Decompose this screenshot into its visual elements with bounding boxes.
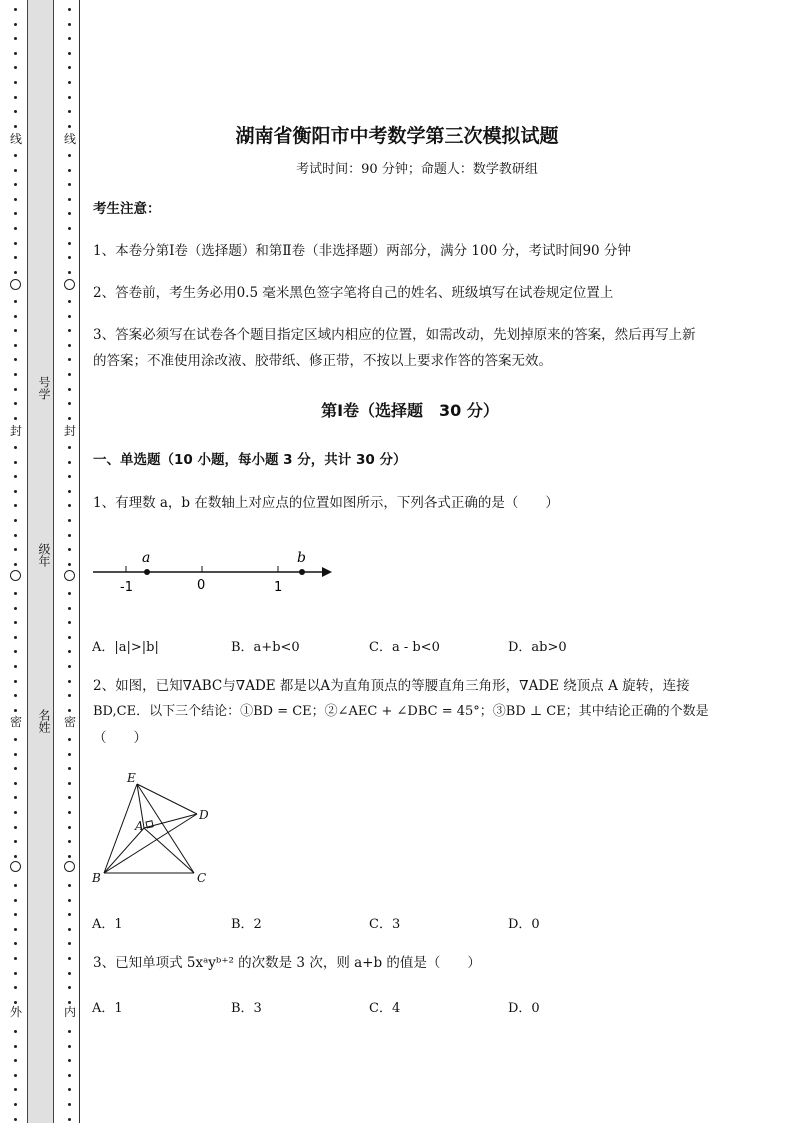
question-2-line-2: BD,CE．以下三个结论：①BD = CE；②∠AEC + ∠DBC = 45°；③BD ⊥ CE；其中结论正确的个数是 (93, 704, 709, 719)
inner-label-line: 线 (63, 132, 76, 146)
gutter-dot (14, 242, 17, 245)
gutter-dot (14, 52, 17, 55)
inner-label-seal: 封 (63, 424, 76, 438)
tick-label-zero: 0 (197, 578, 206, 593)
gutter-dot (68, 183, 71, 186)
gutter-dot (68, 563, 71, 566)
gutter-dot (68, 490, 71, 493)
q3-option-b: B．3 (231, 1001, 262, 1016)
q2-option-c: C．3 (369, 917, 401, 932)
gutter-dot (14, 446, 17, 449)
gutter-dot (68, 96, 71, 99)
gutter-dot (14, 650, 17, 653)
point-b (299, 569, 305, 575)
gutter-dot (68, 1088, 71, 1091)
gutter-dot (68, 811, 71, 814)
outer-circle-1 (10, 279, 21, 290)
inner-circle-2 (64, 570, 75, 581)
gutter-dot (68, 1045, 71, 1048)
gutter-dot (14, 461, 17, 464)
gutter-dot (14, 344, 17, 347)
gutter-dot (14, 738, 17, 741)
gutter-dot (14, 37, 17, 40)
question-3-stem: 3、已知单项式 5xᵃyᵇ⁺² 的次数是 3 次，则 a+b 的值是（ ） (93, 955, 481, 971)
inner-circle-1 (64, 279, 75, 290)
gutter-dot (14, 753, 17, 756)
gutter-dot (68, 373, 71, 376)
gutter-dot (14, 198, 17, 201)
q3-option-c: C．4 (369, 1001, 401, 1016)
gutter-dot (68, 899, 71, 902)
question-1-stem: 1、有理数 a，b 在数轴上对应点的位置如图所示，下列各式正确的是（ ） (93, 495, 559, 511)
gutter-dot (68, 256, 71, 259)
name-label: 名姓 (37, 709, 51, 733)
gutter-dot (14, 592, 17, 595)
q2-option-a: A．1 (92, 917, 123, 932)
gutter-dot (68, 1074, 71, 1077)
notice-item-3-line-2: 的答案；不准使用涂改液、胶带纸、修正带，不按以上要求作答的答案无效。 (93, 353, 552, 369)
gutter-dot (14, 899, 17, 902)
gutter-dot (14, 183, 17, 186)
gutter-dot (14, 256, 17, 259)
gutter-dot (68, 665, 71, 668)
student-number-label: 号学 (37, 376, 51, 400)
gutter-dot (68, 796, 71, 799)
gutter-dot (68, 782, 71, 785)
gutter-dot (14, 373, 17, 376)
gutter-dot (68, 840, 71, 843)
gutter-dot (14, 1074, 17, 1077)
gutter-dot (68, 344, 71, 347)
label-D: D (199, 808, 209, 822)
gutter-dot (68, 446, 71, 449)
gutter-dot (14, 227, 17, 230)
gutter-dot (68, 1030, 71, 1033)
gutter-dot (68, 52, 71, 55)
gutter-dot (14, 271, 17, 274)
gutter-dot (68, 1059, 71, 1062)
gutter-dot (68, 694, 71, 697)
gutter-dot (68, 592, 71, 595)
gutter-dot (14, 709, 17, 712)
gutter-dot (68, 767, 71, 770)
notice-item-1: 1、本卷分第Ⅰ卷（选择题）和第Ⅱ卷（非选择题）两部分，满分 100 分，考试时间90 分钟 (93, 243, 631, 259)
gutter-dot (68, 66, 71, 69)
number-line-figure (88, 545, 348, 600)
outer-label-line: 线 (9, 132, 22, 146)
gutter-dot (14, 8, 17, 11)
gutter-dot (68, 826, 71, 829)
gutter-dot (14, 1103, 17, 1106)
gutter-dot (68, 388, 71, 391)
section-heading: 一、单选题（10 小题，每小题 3 分，共计 30 分） (93, 452, 407, 468)
gutter-dot (68, 972, 71, 975)
gutter-dot (14, 475, 17, 478)
outer-circle-2 (10, 570, 21, 581)
gutter-dot (14, 607, 17, 610)
gutter-dot (14, 1118, 17, 1121)
notice-item-3-line-1: 3、答案必须写在试卷各个题目指定区域内相应的位置，如需改动，先划掉原来的答案，然后再写上新 (93, 327, 696, 343)
gutter-dot (14, 23, 17, 26)
gutter-dot (68, 110, 71, 113)
gutter-dot (68, 548, 71, 551)
gutter-dot (68, 519, 71, 522)
gutter-dot (14, 548, 17, 551)
gutter-dot (68, 709, 71, 712)
gutter-dot (68, 315, 71, 318)
gutter-dot (14, 665, 17, 668)
gutter-dot (68, 1001, 71, 1004)
gutter-dot (68, 650, 71, 653)
q3-option-d: D．0 (508, 1001, 540, 1016)
gutter-dot (14, 66, 17, 69)
gutter-dot (68, 621, 71, 624)
q1-option-b: B．a+b<0 (231, 640, 300, 655)
gutter-dot (14, 1045, 17, 1048)
point-a-label: a (142, 550, 151, 566)
outer-label-seal: 封 (9, 424, 22, 438)
gutter-dot (68, 913, 71, 916)
tick-label-minus-one: -1 (120, 580, 133, 595)
q1-option-a: A．|a|>|b| (92, 640, 159, 655)
gutter-dot (14, 212, 17, 215)
gutter-dot (14, 957, 17, 960)
gutter-dot (14, 767, 17, 770)
gutter-dot (14, 855, 17, 858)
q2-option-d: D．0 (508, 917, 540, 932)
gutter-dot (14, 942, 17, 945)
gutter-dot (68, 942, 71, 945)
gutter-dot (68, 8, 71, 11)
gutter-dot (14, 504, 17, 507)
gutter-dot (14, 110, 17, 113)
segment-BD (104, 814, 197, 873)
gutter-dot (68, 957, 71, 960)
gutter-dot (68, 37, 71, 40)
gutter-dot (68, 461, 71, 464)
gutter-dot (14, 519, 17, 522)
segment-EB (104, 784, 137, 873)
gutter-dot (14, 1030, 17, 1033)
gutter-dot (14, 1088, 17, 1091)
gutter-dot (14, 826, 17, 829)
gutter-dot (68, 227, 71, 230)
exam-title: 湖南省衡阳市中考数学第三次模拟试题 (235, 125, 559, 147)
gutter-dot (14, 636, 17, 639)
gutter-dot (68, 358, 71, 361)
gutter-dot (14, 811, 17, 814)
gutter-dot (68, 329, 71, 332)
gutter-dot (68, 1103, 71, 1106)
gutter-dot (68, 636, 71, 639)
gutter-dot (14, 329, 17, 332)
segment-EC (137, 784, 194, 873)
gutter-dot (14, 796, 17, 799)
gutter-dot (14, 315, 17, 318)
point-b-label: b (297, 550, 306, 566)
gutter-dot (68, 212, 71, 215)
notice-item-2: 2、答卷前，考生务必用0.5 毫米黑色签字笔将自己的姓名、班级填写在试卷规定位置上 (93, 285, 614, 301)
gutter-dot (14, 154, 17, 157)
gutter-dot (68, 884, 71, 887)
number-line-arrow (322, 567, 332, 577)
question-2-line-1: 2、如图，已知∇ABC与∇ADE 都是以A为直角顶点的等腰直角三角形，∇ADE 绕顶点 A 旋转，连接 (93, 678, 690, 694)
gutter-dot (14, 884, 17, 887)
gutter-dot (14, 913, 17, 916)
gutter-dot (14, 388, 17, 391)
section-title: 第Ⅰ卷（选择题 30 分） (321, 401, 499, 420)
q3-option-a: A．1 (92, 1001, 123, 1016)
gutter-dot (14, 1059, 17, 1062)
gutter-dot (68, 154, 71, 157)
gutter-dot (14, 96, 17, 99)
gutter-dot (68, 475, 71, 478)
gutter-dot (14, 81, 17, 84)
gutter-dot (14, 563, 17, 566)
q2-option-b: B．2 (231, 917, 262, 932)
gutter-dot (68, 504, 71, 507)
gutter-dot (68, 1118, 71, 1121)
grade-label: 级年 (37, 543, 51, 567)
inner-label-inside: 内 (63, 1005, 76, 1019)
gutter-dot (14, 358, 17, 361)
gutter-dot (68, 928, 71, 931)
tick-label-one: 1 (274, 580, 283, 595)
gutter-dot (68, 271, 71, 274)
triangle-figure (88, 766, 218, 890)
gutter-dot (68, 300, 71, 303)
gutter-dot (14, 1001, 17, 1004)
gutter-dot (14, 928, 17, 931)
gutter-dot (14, 782, 17, 785)
inner-circle-3 (64, 861, 75, 872)
q1-option-c: C．a - b<0 (369, 640, 440, 655)
label-A: A (135, 819, 144, 833)
question-2-line-3: （ ） (93, 730, 147, 746)
gutter-dot (68, 534, 71, 537)
outer-label-secret: 密 (9, 715, 22, 729)
label-E: E (127, 771, 136, 785)
gutter-dot (68, 81, 71, 84)
gutter-dot (14, 840, 17, 843)
gutter-dot (14, 300, 17, 303)
label-C: C (197, 871, 207, 885)
segment-ED (137, 784, 197, 814)
gutter-dot (68, 607, 71, 610)
gutter-dot (14, 694, 17, 697)
outer-circle-3 (10, 861, 21, 872)
gutter-dot (68, 753, 71, 756)
notice-heading: 考生注意： (93, 201, 161, 217)
gutter-dot (68, 23, 71, 26)
point-a (144, 569, 150, 575)
gutter-dot (68, 680, 71, 683)
outer-label-outside: 外 (9, 1005, 22, 1019)
gutter-dot (68, 855, 71, 858)
label-B: B (92, 871, 101, 885)
inner-label-secret: 密 (63, 715, 76, 729)
exam-subtitle: 考试时间：90 分钟；命题人：数学教研组 (296, 162, 538, 177)
gutter-dot (68, 242, 71, 245)
gutter-dot (14, 680, 17, 683)
gutter-dot (68, 986, 71, 989)
gutter-dot (14, 490, 17, 493)
gutter-dot (14, 621, 17, 624)
gutter-dot (14, 972, 17, 975)
gutter-dot (68, 738, 71, 741)
segment-AB (104, 828, 144, 873)
gutter-dot (14, 986, 17, 989)
gutter-dot (68, 198, 71, 201)
q1-option-d: D．ab>0 (508, 640, 567, 655)
gutter-dot (14, 534, 17, 537)
